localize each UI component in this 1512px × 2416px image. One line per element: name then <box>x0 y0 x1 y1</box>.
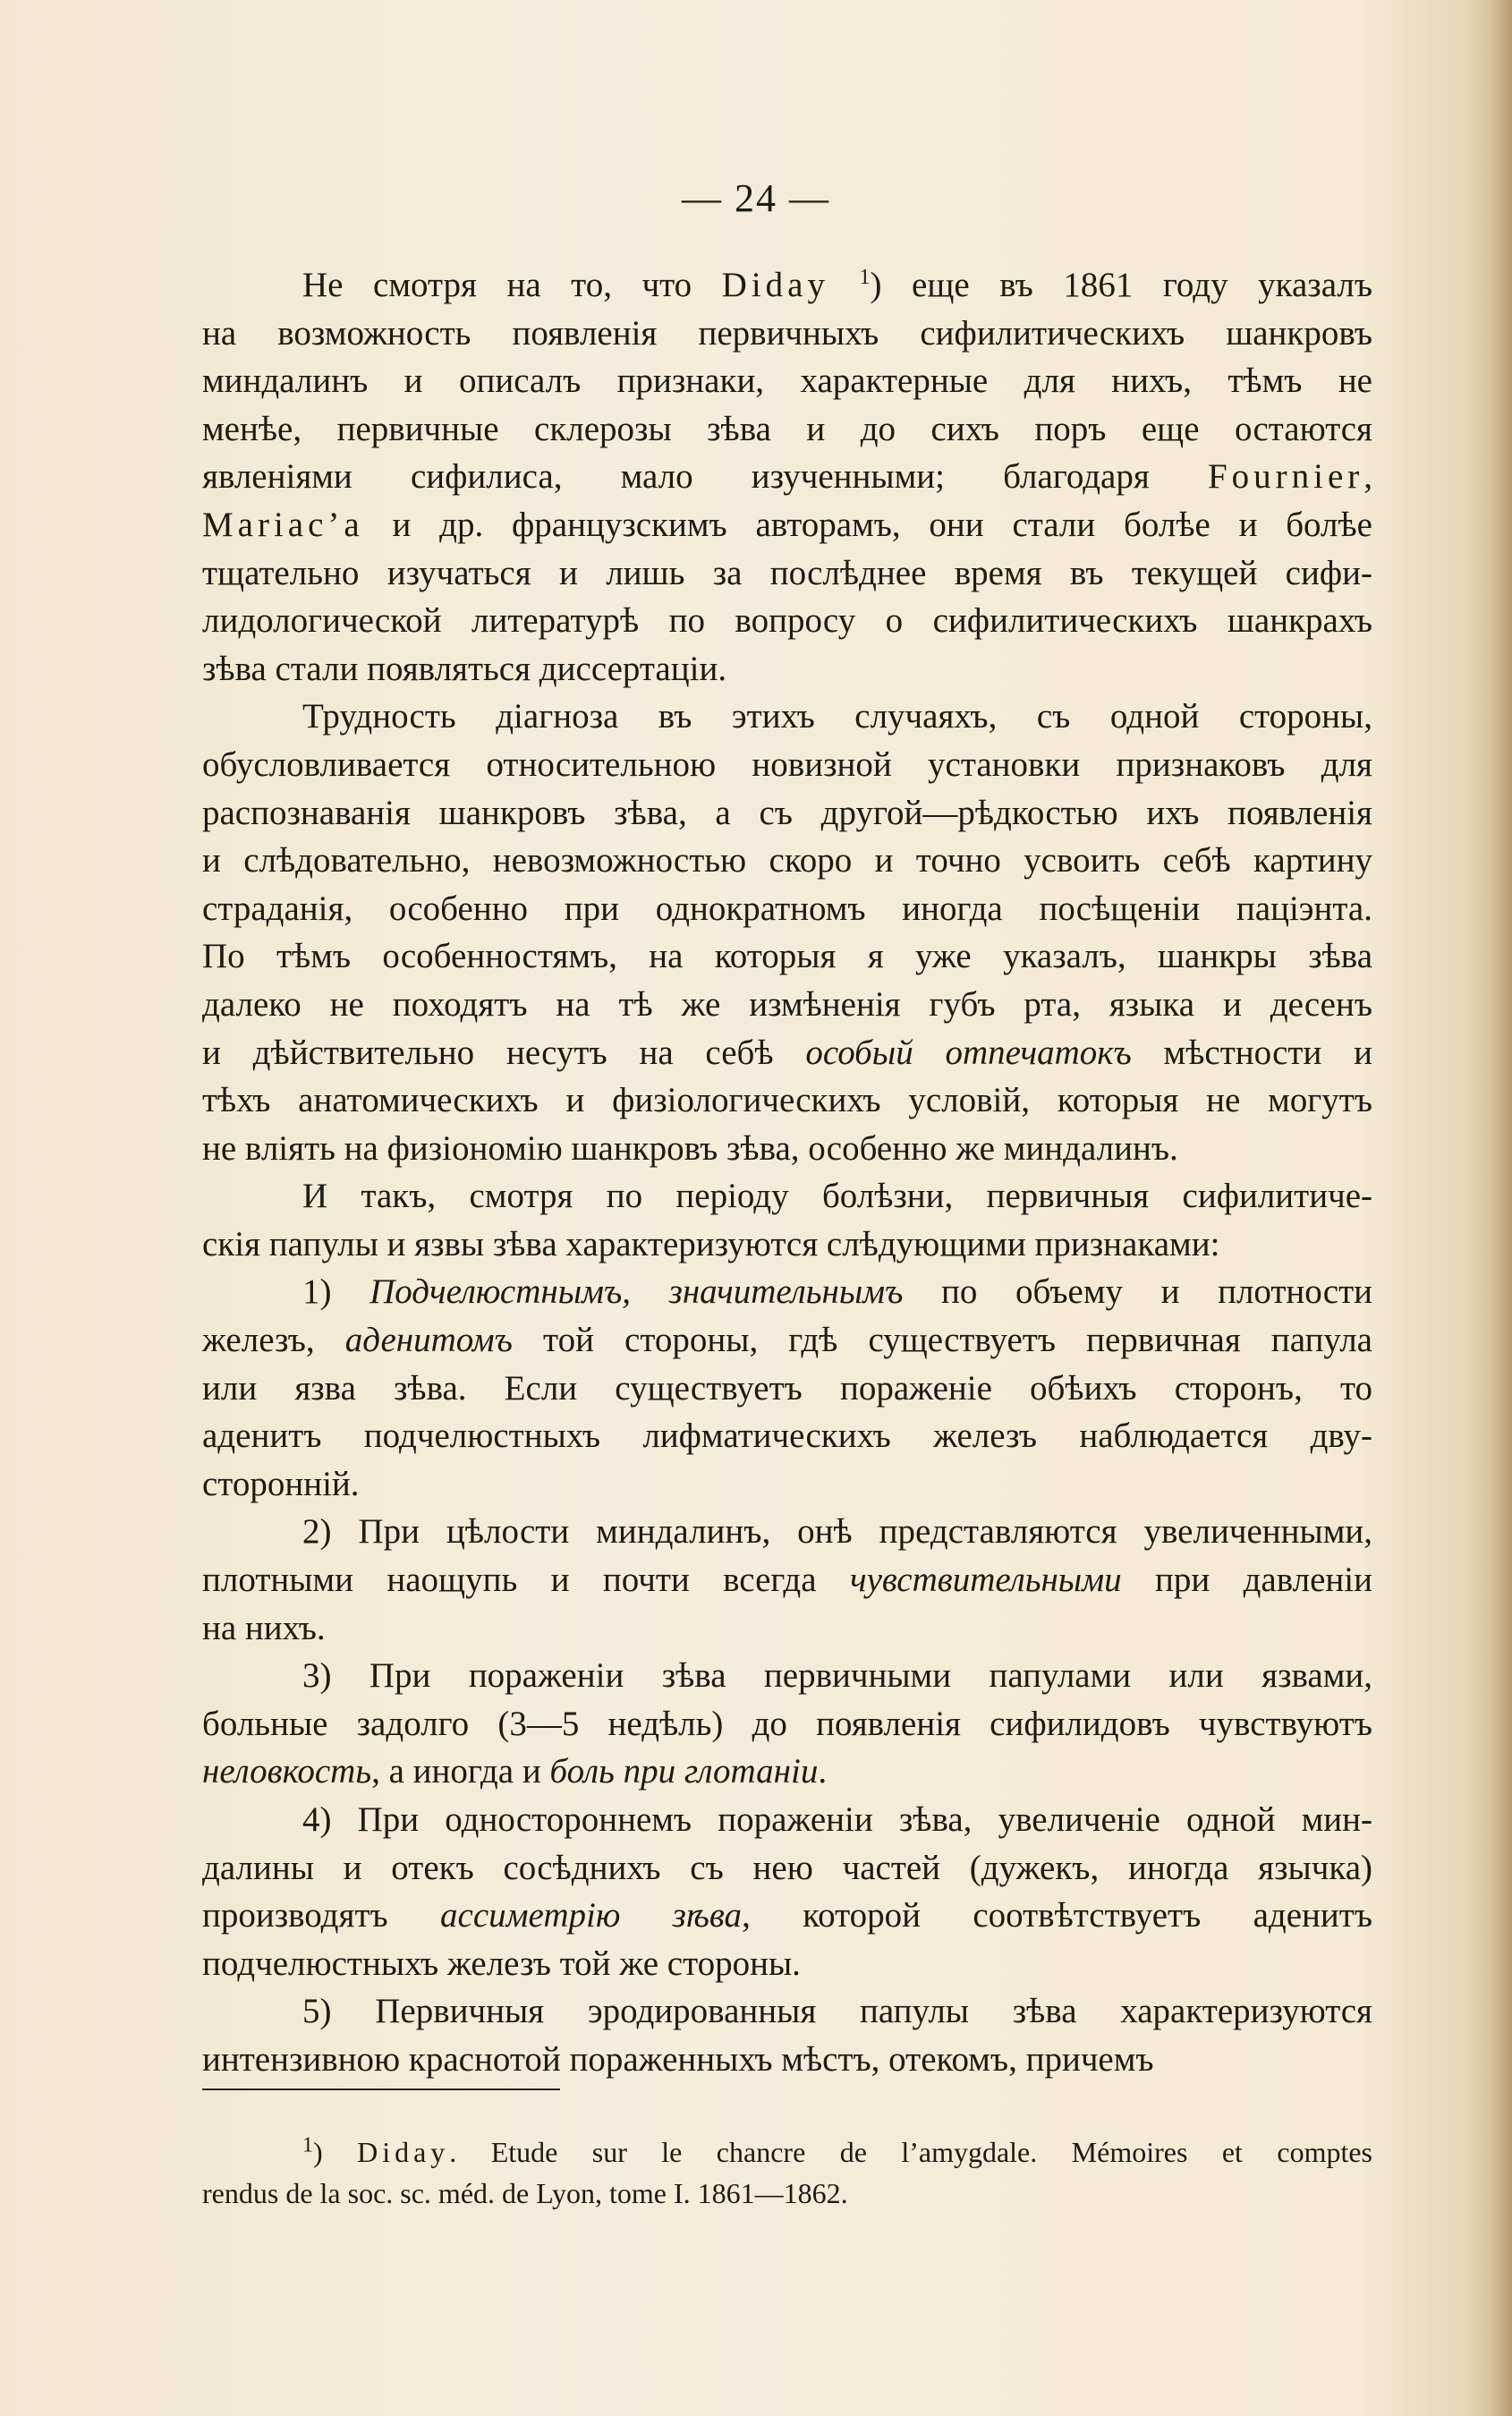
paragraph-4 <box>202 1268 1372 1508</box>
paragraph-7 <box>202 1796 1372 1987</box>
paragraph-1 <box>202 261 1372 693</box>
footnote-marker: 1 <box>302 2133 313 2157</box>
paragraph-5 <box>202 1508 1372 1652</box>
italic-phrase: особый отпечатокъ <box>805 1033 1132 1072</box>
text-line: И такъ, смотря по періоду болѣзни, первичныя сифилитиче- <box>302 1177 1372 1216</box>
text-line: скія папулы и язвы зѣва характеризуются слѣдующими признаками: <box>202 1224 1220 1263</box>
text-line: Marіас’а и др. французскимъ авторамъ, они стали болѣе и болѣе <box>202 505 1372 544</box>
text-line: распознаванія шанкровъ зѣва, а съ другой—рѣдкостью ихъ появленія <box>202 793 1372 832</box>
text-line: далеко не походятъ на тѣ же измѣненія губъ рта, языка и десенъ <box>202 984 1372 1024</box>
spaced-name: Diday <box>357 2136 450 2168</box>
text-line: на возможность появленія первичныхъ сифилитическихъ шанкровъ <box>202 313 1372 353</box>
paragraph-2 <box>202 693 1372 1172</box>
text-line: и слѣдовательно, невозможностью скоро и точно усвоить себѣ картину <box>202 841 1372 880</box>
text-line: Не смотря на то, что Diday $^1$) еще въ 1861 году указалъ <box>302 266 1372 304</box>
paragraph-8 <box>202 1987 1372 2083</box>
text-line: rendus de la soc. sc. méd. de Lyon, tome I. 1861—1862. <box>202 2177 848 2209</box>
text-line: $^1$) Diday. Etude sur le chancre de l’amygdale. Mémoires et comptes <box>302 2133 1373 2168</box>
page-edge <box>1489 0 1512 2416</box>
text-line: далины и отекъ сосѣднихъ съ нею частей (дужекъ, иногда язычка) <box>202 1848 1372 1887</box>
text-line: аденитъ подчелюстныхъ лифматическихъ железъ наблюдается дву- <box>202 1416 1372 1456</box>
text-line: подчелюстныхъ железъ той же стороны. <box>202 1944 801 1983</box>
italic-phrase: аденитомъ <box>344 1321 513 1360</box>
text-line: 1) Подчелюстнымъ, значительнымъ по объему и плотности <box>302 1272 1372 1312</box>
page-number: — 24 — <box>682 176 830 220</box>
text-line: страданія, особенно при однократномъ иногда посѣщеніи паціэнта. <box>202 889 1372 928</box>
text-line: и дѣйствительно несутъ на себѣ особый отпечатокъ мѣстности и <box>202 1033 1372 1072</box>
text-line: производятъ ассиметрію зѣва, которой соотвѣтствуетъ аденитъ <box>202 1896 1372 1935</box>
text-line: миндалинъ и описалъ признаки, характерные для нихъ, тѣмъ не <box>202 362 1372 401</box>
footnote-marker: 1 <box>859 266 871 289</box>
text-line: обусловливается относительною новизной установки признаковъ для <box>202 744 1372 784</box>
footnote-rule <box>202 2088 560 2090</box>
text-line: зѣва стали появляться диссертаціи. <box>202 649 727 688</box>
footnote <box>202 2131 1372 2214</box>
text-line: неловкость, а иногда и боль при глотаніи. <box>202 1752 828 1791</box>
paragraph-3 <box>202 1172 1372 1268</box>
italic-phrase: чувствительными <box>849 1561 1122 1600</box>
text-line: плотными наощупь и почти всегда чувствительными при давленіи <box>202 1561 1372 1600</box>
text-line: или язва зѣва. Если существуетъ пораженіе обѣихъ сторонъ, то <box>202 1368 1372 1408</box>
italic-phrase: Подчелюстнымъ, значительнымъ <box>370 1272 904 1312</box>
text-line: лидологической литературѣ по вопросу о сифилитическихъ шанкрахъ <box>202 601 1372 641</box>
text-line: больные задолго (3—5 недѣль) до появленія сифилидовъ чувствуютъ <box>202 1704 1372 1743</box>
text-line: 5) Первичныя эродированныя папулы зѣва характеризуются <box>302 1992 1372 2031</box>
spaced-name: Diday <box>721 266 829 304</box>
paragraph-6 <box>202 1652 1372 1796</box>
body-text <box>202 261 1372 2084</box>
spaced-name: Marіас’а <box>202 505 364 544</box>
text-line: тщательно изучаться и лишь за послѣднее время въ текущей сифи- <box>202 553 1372 592</box>
text-line: 4) При одностороннемъ пораженіи зѣва, увеличеніе одной мин- <box>302 1800 1372 1839</box>
text-line: на нихъ. <box>202 1608 326 1647</box>
text-line: 3) При пораженіи зѣва первичными папулами или язвами, <box>302 1656 1372 1696</box>
text-line: 2) При цѣлости миндалинъ, онѣ представляются увеличенными, <box>302 1512 1372 1552</box>
italic-phrase: неловкость <box>202 1752 372 1791</box>
italic-phrase: ассиметрію зѣва <box>440 1896 743 1935</box>
text-line: менѣе, первичные склерозы зѣва и до сихъ поръ еще остаются <box>202 409 1372 448</box>
text-line: явленіями сифилиса, мало изученными; благодаря Fournier, <box>202 457 1372 497</box>
text-line: не вліять на физіономію шанкровъ зѣва, особенно же миндалинъ. <box>202 1128 1178 1168</box>
text-line: сторонній. <box>202 1464 360 1503</box>
text-line: тѣхъ анатомическихъ и физіологическихъ условій, которыя не могутъ <box>202 1081 1372 1120</box>
text-line: По тѣмъ особенностямъ, на которыя я уже указалъ, шанкры зѣва <box>202 937 1372 976</box>
text-line: интензивною краснотой пораженныхъ мѣстъ, отекомъ, причемъ <box>202 2039 1154 2079</box>
spaced-name: Fournier <box>1207 457 1364 497</box>
text-line: железъ, аденитомъ той стороны, гдѣ существуетъ первичная папула <box>202 1321 1372 1360</box>
italic-phrase: боль при глотаніи <box>549 1752 819 1791</box>
text-line: Трудность діагноза въ этихъ случаяхъ, съ одной стороны, <box>302 697 1372 736</box>
